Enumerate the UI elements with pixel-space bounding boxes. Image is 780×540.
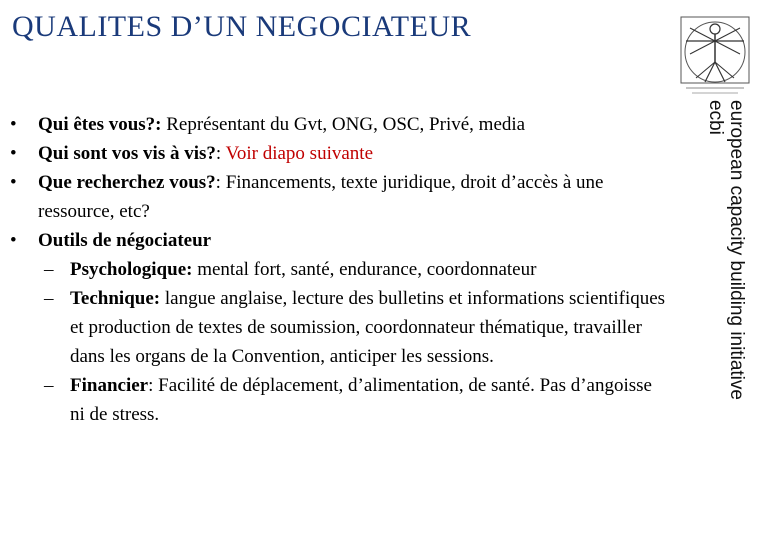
bullet-label: Que recherchez vous? <box>38 172 216 193</box>
bullet-item <box>0 226 670 255</box>
slide-body <box>0 110 670 429</box>
bullet-label: Qui sont vos vis à vis? <box>38 143 216 164</box>
vitruvian-man-logo <box>678 14 752 98</box>
sub-bullet-text: : Facilité de déplacement, d’alimentation, de santé. Pas d’angoisse ni de stress. <box>70 375 652 425</box>
bullet-text-highlight: Voir diapo suivante <box>221 143 374 164</box>
sub-bullet-item <box>0 284 670 371</box>
bullet-marker: • <box>10 114 17 135</box>
bullet-separator: : <box>215 143 222 164</box>
side-label-line1: european capacity building initiative <box>726 100 747 400</box>
dash-marker: – <box>44 288 54 309</box>
sub-bullet-item <box>0 255 670 284</box>
bullet-separator: : <box>215 172 221 193</box>
bullet-label: Outils de négociateur <box>38 230 212 251</box>
bullet-text: Financements, texte juridique, droit d’accès à une ressource, etc? <box>38 172 604 222</box>
bullet-item <box>0 110 670 139</box>
bullet-text: Représentant du Gvt, ONG, OSC, Privé, media <box>161 114 526 135</box>
ecbi-side-label <box>705 100 747 400</box>
sub-bullet-text: mental fort, santé, endurance, coordonnateur <box>192 259 537 280</box>
sub-bullet-label: Psychologique: <box>70 259 193 280</box>
dash-marker: – <box>44 259 54 280</box>
dash-marker: – <box>44 375 54 396</box>
slide-title: QUALITES D’UN NEGOCIATEUR <box>12 10 472 43</box>
bullet-marker: • <box>10 230 17 251</box>
sub-bullet-label: Financier <box>70 375 149 396</box>
sub-bullet-text: langue anglaise, lecture des bulletins et informations scientifiques et production de textes de soumission, coordonnateur thématique, travailler dans les organs de la Convention, anticiper les sessions. <box>70 288 666 367</box>
bullet-label: Qui êtes vous?: <box>38 114 162 135</box>
sub-bullet-item <box>0 371 670 429</box>
bullet-item <box>0 168 670 226</box>
side-label-line2: ecbi <box>705 100 726 135</box>
bullet-item <box>0 139 670 168</box>
sub-bullet-label: Technique: <box>70 288 161 309</box>
bullet-marker: • <box>10 172 17 193</box>
bullet-marker: • <box>10 143 17 164</box>
